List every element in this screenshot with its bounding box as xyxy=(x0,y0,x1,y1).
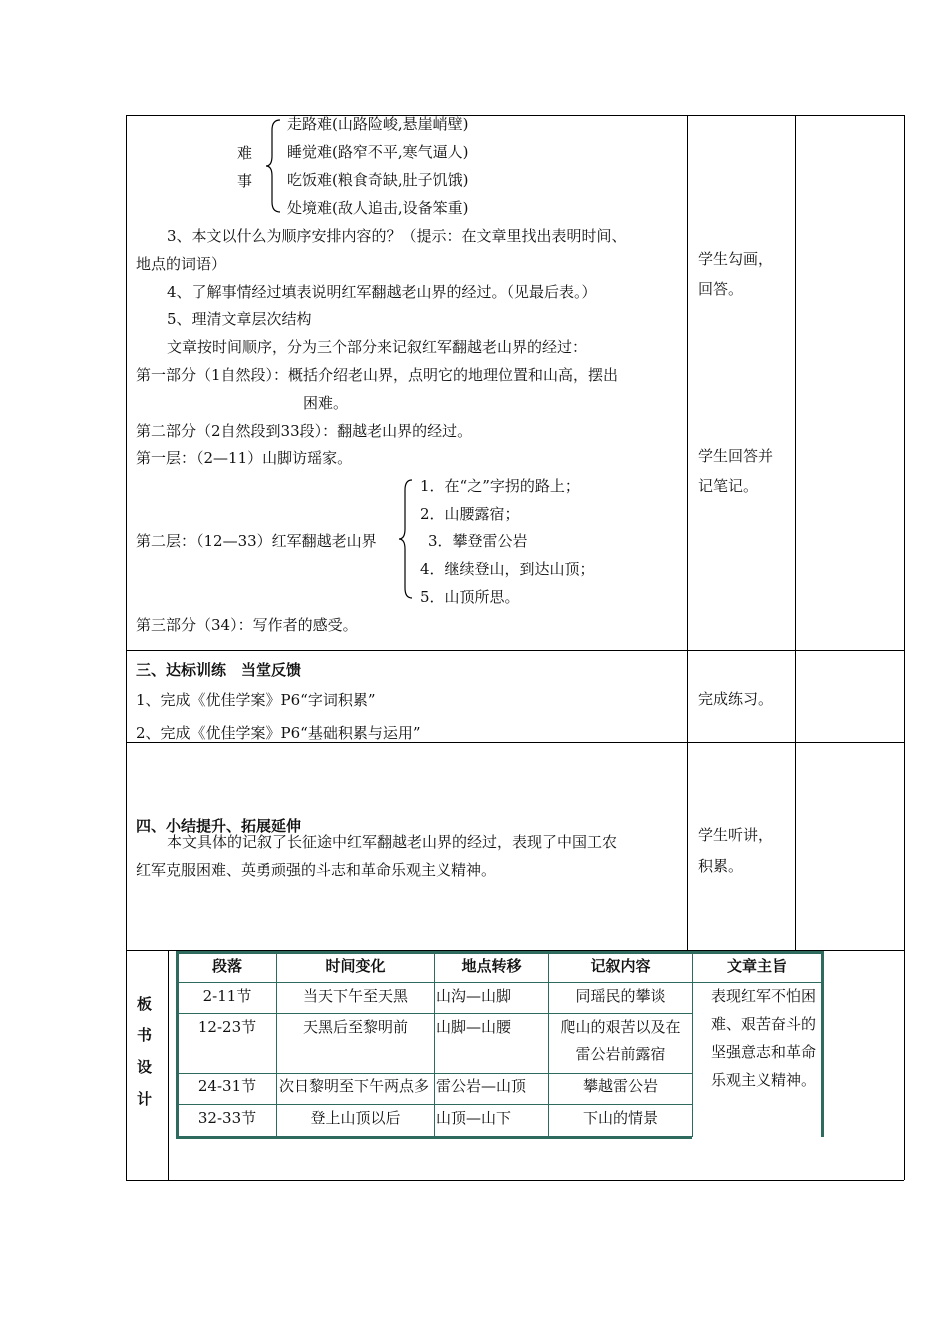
board-header: 记叙内容 xyxy=(590,957,651,975)
layer-2-item: 4．继续登山，到达山顶； xyxy=(420,560,595,578)
board-header: 段落 xyxy=(211,957,242,975)
board-cell: 山脚—山腰 xyxy=(436,1018,512,1036)
board-theme-line: 乐观主义精神。 xyxy=(711,1071,817,1089)
board-cell: 同瑶民的攀谈 xyxy=(575,987,666,1005)
difficulty-item: 走路难(山路险峻,悬崖峭壁) xyxy=(287,115,469,133)
student-activity: 积累。 xyxy=(698,857,744,875)
row-divider-1 xyxy=(126,650,904,651)
question-4: 4、了解事情经过填表说明红军翻越老山界的经过。（见最后表。） xyxy=(167,283,597,301)
student-activity: 记笔记。 xyxy=(698,477,759,495)
board-label-char: 书 xyxy=(137,1026,153,1044)
difficulty-item: 处境难(敌人追击,设备笨重) xyxy=(287,199,469,217)
board-cell: 天黑后至黎明前 xyxy=(302,1018,408,1036)
question-5: 5、理清文章层次结构 xyxy=(167,310,312,328)
board-cell: 爬山的艰苦以及在 xyxy=(560,1018,681,1036)
layer-2-item: 1．在“之”字拐的路上； xyxy=(420,477,580,495)
board-cell: 当天下午至天黑 xyxy=(302,987,408,1005)
board-header-divider xyxy=(176,982,823,983)
board-cell: 雷公岩—山顶 xyxy=(436,1077,527,1095)
student-activity: 完成练习。 xyxy=(698,690,774,708)
board-label-divider xyxy=(168,950,169,1180)
student-activity: 回答。 xyxy=(698,280,744,298)
layer-2-item: 2．山腰露宿； xyxy=(420,505,520,523)
section-3-title: 三、达标训练 当堂反馈 xyxy=(136,661,302,679)
board-cell: 雷公岩前露宿 xyxy=(575,1045,666,1063)
brace-icon xyxy=(398,478,416,600)
board-header: 地点转移 xyxy=(461,957,522,975)
board-cell: 山顶—山下 xyxy=(436,1109,512,1127)
question-3-line1: 3、本文以什么为顺序安排内容的？（提示：在文章里找出表明时间、 xyxy=(167,227,627,245)
difficulty-item: 睡觉难(路窄不平,寒气逼人) xyxy=(287,143,469,161)
section-4-title: 四、小结提升、拓展延伸 xyxy=(136,817,302,835)
brace-icon xyxy=(264,118,284,214)
board-cell: 32-33节 xyxy=(197,1109,257,1127)
board-cell: 攀越雷公岩 xyxy=(582,1077,658,1095)
difficulty-item: 吃饭难(粮食奇缺,肚子饥饿) xyxy=(287,171,469,189)
board-header: 时间变化 xyxy=(325,957,386,975)
board-cell: 登上山顶以后 xyxy=(310,1109,401,1127)
difficulties-label-char: 事 xyxy=(237,172,253,190)
layer-2-item: 3．攀登雷公岩 xyxy=(428,532,528,550)
board-theme-line: 表现红军不怕困 xyxy=(711,987,817,1005)
board-cell: 山沟—山脚 xyxy=(436,987,512,1005)
board-cell: 次日黎明至下午两点多 xyxy=(279,1077,430,1095)
board-table-right xyxy=(821,951,824,1137)
column-divider-2 xyxy=(795,115,796,950)
layer-1: 第一层：（2—11）山脚访瑶家。 xyxy=(136,449,353,467)
table-bottom-border xyxy=(126,1180,904,1181)
part-2: 第二部分（2自然段到33段）：翻越老山界的经过。 xyxy=(136,422,473,440)
student-activity: 学生回答并 xyxy=(698,447,774,465)
layer-2: 第二层：（12—33）红军翻越老山界 xyxy=(136,532,377,550)
table-top-border xyxy=(126,115,904,116)
layer-2-item: 5．山顶所思。 xyxy=(420,588,520,606)
summary-line2: 红军克服困难、英勇顽强的斗志和革命乐观主义精神。 xyxy=(136,861,497,879)
student-activity: 学生勾画， xyxy=(698,250,774,268)
board-cell: 12-23节 xyxy=(197,1018,257,1036)
board-theme-line: 难、艰苦奋斗的 xyxy=(711,1015,817,1033)
summary-line1: 本文具体的记叙了长征途中红军翻越老山界的经过，表现了中国工农 xyxy=(167,833,618,851)
board-col-divider xyxy=(434,951,435,1137)
board-theme-line: 坚强意志和革命 xyxy=(711,1043,817,1061)
board-col-divider xyxy=(692,951,693,1137)
part-1-line2: 困难。 xyxy=(303,394,349,412)
board-cell: 24-31节 xyxy=(197,1077,257,1095)
board-cell: 2-11节 xyxy=(202,987,252,1005)
column-divider-1 xyxy=(687,115,688,950)
table-left-border xyxy=(126,115,127,1180)
board-cell: 下山的情景 xyxy=(582,1109,658,1127)
board-label-char: 设 xyxy=(137,1058,153,1076)
board-table-top xyxy=(176,951,823,954)
part-1-line1: 第一部分（1自然段）：概括介绍老山界，点明它的地理位置和山高，摆出 xyxy=(136,366,619,384)
board-label-char: 板 xyxy=(137,995,153,1013)
part-3: 第三部分（34）：写作者的感受。 xyxy=(136,616,358,634)
structure-intro: 文章按时间顺序，分为三个部分来记叙红军翻越老山界的经过： xyxy=(167,338,588,356)
question-3-line2: 地点的词语） xyxy=(136,255,227,273)
difficulties-label-char: 难 xyxy=(237,144,253,162)
table-right-border xyxy=(904,115,905,1180)
practice-item: 2、完成《优佳学案》P6“基础积累与运用” xyxy=(136,724,421,742)
student-activity: 学生听讲， xyxy=(698,826,774,844)
board-header: 文章主旨 xyxy=(726,957,787,975)
practice-item: 1、完成《优佳学案》P6“字词积累” xyxy=(136,691,376,709)
board-label-char: 计 xyxy=(137,1090,153,1108)
